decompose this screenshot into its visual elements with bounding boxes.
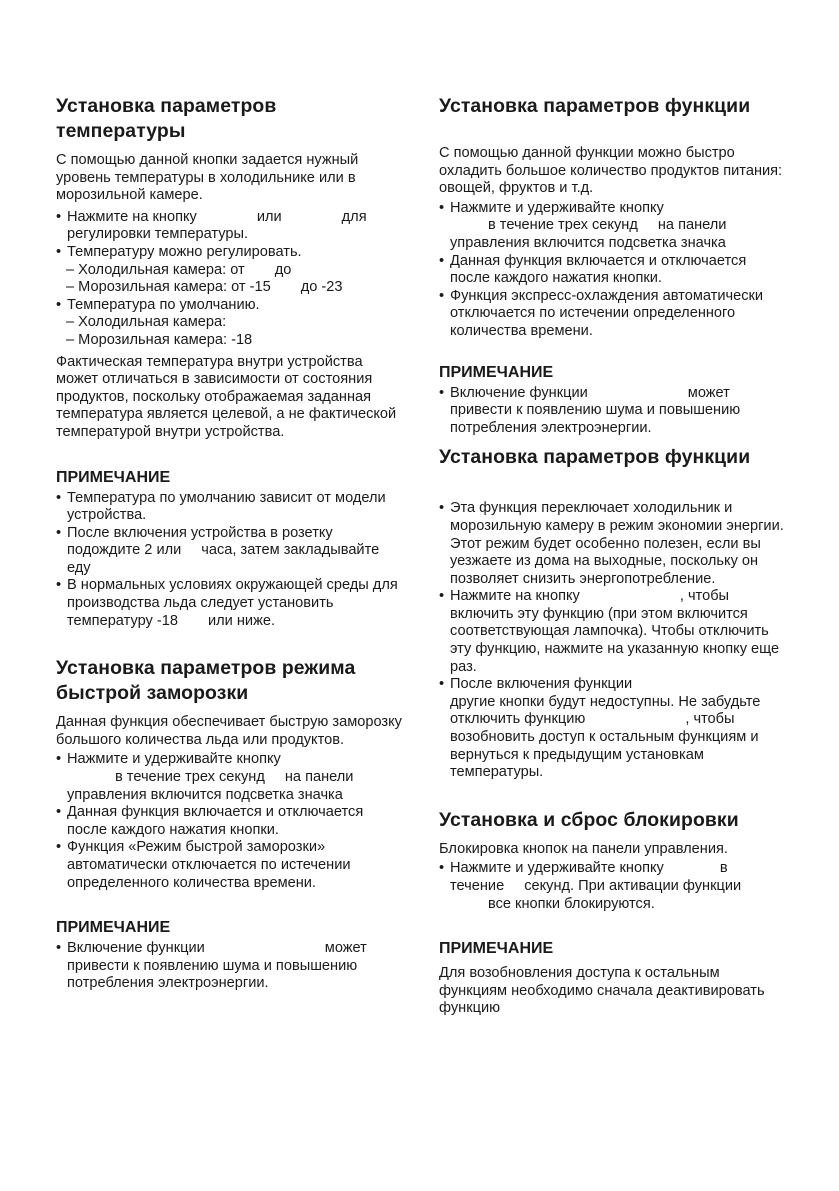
note-title: ПРИМЕЧАНИЕ	[56, 468, 171, 486]
note-title: ПРИМЕЧАНИЕ	[439, 363, 554, 381]
section-title-quick-freeze: Установка параметров режима быстрой заморозки	[56, 657, 356, 705]
temperature-paragraph: Фактическая температура внутри устройства может отличаться в зависимости от состояния продуктов, поскольку отображаемая заданная температура является целевой, а не фактической температурой внутри устройства.	[56, 353, 397, 440]
list-item: • Включение функции может привести к появлению шума и повышению потребления электроэнергии.	[56, 940, 402, 993]
list-item: – Морозильная камера: -18	[66, 331, 253, 348]
list-item: • Данная функция включается и отключается после каждого нажатия кнопки.	[56, 804, 402, 839]
list-item: • Температура по умолчанию.	[56, 297, 402, 315]
list-item: • После включения функции другие кнопки будут недоступны. Не забудьте отключить функцию , чтобы возобновить доступ к остальным функциям и вернуться к предыдущим установкам температуры.	[439, 676, 785, 782]
list-item: • Температура по умолчанию зависит от модели устройства.	[56, 490, 402, 525]
list-item: • Нажмите и удерживайте кнопку в течение трех секунд на панели управления включится подсветка значка	[56, 751, 402, 804]
note-list	[439, 385, 785, 438]
left-column	[56, 94, 402, 993]
list-item: – Холодильная камера:	[66, 314, 227, 331]
eco-list	[439, 500, 785, 782]
quick-freeze-list	[56, 751, 402, 892]
list-item: • Нажмите и удерживайте кнопку в течение секунд. При активации функции все кнопки блокируются.	[439, 860, 785, 913]
note-list	[56, 940, 402, 993]
list-item: • Функция экспресс-охлаждения автоматически отключается по истечении определенного количества времени.	[439, 288, 785, 341]
list-item: • Нажмите на кнопку или для регулировки температуры.	[56, 209, 402, 244]
list-item: • Температуру можно регулировать.	[56, 244, 402, 262]
express-cool-list	[439, 200, 785, 341]
temperature-intro: С помощью данной кнопки задается нужный уровень температуры в холодильнике или в морозильной камере.	[56, 152, 359, 204]
list-item: • Включение функции может привести к появлению шума и повышению потребления электроэнергии.	[439, 385, 785, 438]
section-title-eco: Установка параметров функции	[439, 446, 751, 469]
section-title-lock: Установка и сброс блокировки	[439, 808, 739, 831]
lock-note-text: Для возобновления доступа к остальным функциям необходимо сначала деактивировать функцию	[439, 965, 765, 1017]
note-title: ПРИМЕЧАНИЕ	[439, 940, 554, 958]
express-cool-intro: С помощью данной функции можно быстро охладить большое количество продуктов питания: овощей, фруктов и т.д.	[439, 145, 783, 197]
lock-intro: Блокировка кнопок на панели управления.	[439, 840, 728, 857]
list-item: • Функция «Режим быстрой заморозки» автоматически отключается по истечении определенного количества времени.	[56, 839, 402, 892]
list-item: • В нормальных условиях окружающей среды для производства льда следует установить температуру -18 или ниже.	[56, 577, 402, 630]
list-item: – Холодильная камера: от до	[66, 261, 292, 278]
section-title-temperature: Установка параметров температуры	[56, 95, 277, 142]
temperature-list	[56, 209, 402, 350]
list-item: • Данная функция включается и отключается после каждого нажатия кнопки.	[439, 253, 785, 288]
list-item: • Эта функция переключает холодильник и морозильную камеру в режим экономии энергии. Этот режим будет особенно полезен, если вы уезжаете из дома на выходные, поскольку он позволяет снизить энергопотребление.	[439, 500, 785, 588]
right-column	[439, 94, 785, 1018]
list-item: • Нажмите и удерживайте кнопку в течение трех секунд на панели управления включится подсветка значка	[439, 200, 785, 253]
list-item: – Морозильная камера: от -15 до -23	[66, 279, 343, 296]
lock-list	[439, 860, 785, 913]
note-title: ПРИМЕЧАНИЕ	[56, 919, 171, 937]
quick-freeze-intro: Данная функция обеспечивает быструю заморозку большого количества льда или продуктов.	[56, 714, 402, 748]
note-list	[56, 490, 402, 631]
list-item: • Нажмите на кнопку , чтобы включить эту функцию (при этом включится соответствующая лампочка). Чтобы отключить эту функцию, нажмите на указанную кнопку еще раз.	[439, 588, 785, 676]
section-title-express-cool: Установка параметров функции	[439, 95, 751, 117]
list-item: • После включения устройства в розетку подождите 2 или часа, затем закладывайте еду	[56, 525, 402, 578]
